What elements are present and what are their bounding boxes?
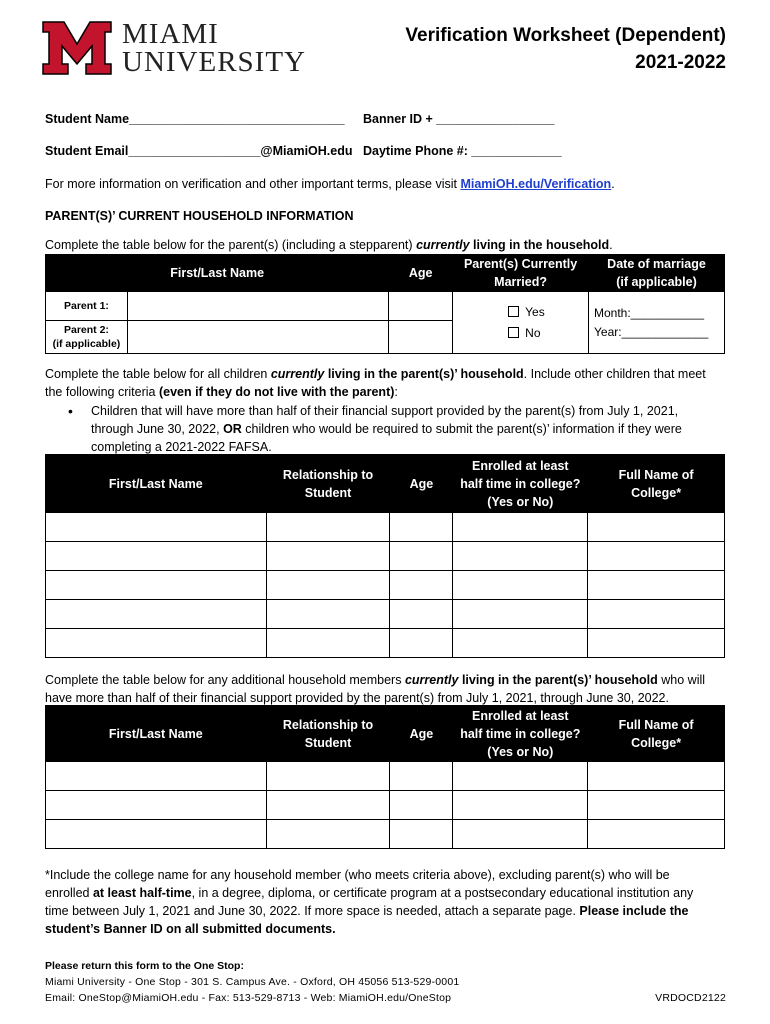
members-col-relationship (266, 706, 390, 762)
col-marriage-date (589, 255, 725, 292)
s3-bold: living in the parent(s)’ household (461, 673, 658, 687)
info-text: For more information on verification and other important terms, please visit (45, 177, 457, 191)
s3-text-a: Complete the table below for any additional household members (45, 673, 402, 687)
rel-l1: Relationship to (282, 467, 374, 482)
info-period: . (611, 177, 615, 191)
bullet-2a: through June 30, 2022, (91, 422, 220, 436)
s3-text-d: who will (661, 673, 706, 687)
footer-address: Miami University - One Stop - 301 S. Campus Ave. - Oxford, OH 45056 513-529-0001 (45, 976, 460, 988)
student-email-field[interactable]: Student Email___________________@MiamiOH.edu (45, 144, 353, 158)
wordmark-line2: UNIVERSITY (122, 46, 306, 78)
members-col-enrolled (453, 706, 588, 762)
children-col-name: First/Last Name (46, 455, 267, 513)
no-checkbox[interactable] (508, 327, 519, 338)
col-married-l1: Parent(s) Currently (463, 257, 578, 271)
parent2-label-text: Parent 2: (63, 324, 109, 336)
s3-emphasis: currently (404, 673, 459, 687)
parent2-age-cell[interactable] (389, 321, 453, 354)
intro-bold: living in the household (473, 238, 610, 252)
footer-contact: Email: OneStop@MiamiOH.edu - Fax: 513-529-8713 - Web: MiamiOH.edu/OneStop (45, 992, 452, 1004)
children-col-college (588, 455, 725, 513)
members-col-age: Age (390, 706, 453, 762)
table-row[interactable] (46, 820, 725, 849)
bullet-text (91, 402, 731, 456)
parent2-label (46, 321, 128, 354)
section1-intro (45, 236, 613, 254)
section-heading: PARENT(S)’ CURRENT HOUSEHOLD INFORMATION (45, 209, 354, 223)
miami-m-logo-icon (42, 20, 112, 76)
children-table (45, 454, 725, 658)
parent1-age-cell[interactable] (389, 292, 453, 321)
note-line2 (45, 884, 735, 902)
note-c2: Please include the (579, 904, 689, 918)
banner-id-field[interactable]: Banner ID + _________________ (363, 112, 555, 126)
col-name: First/Last Name (46, 255, 389, 292)
parents-table (45, 254, 725, 354)
table-row[interactable] (46, 542, 725, 571)
table-row[interactable] (46, 791, 725, 820)
col-marriage-l2: (if applicable) (616, 275, 697, 289)
children-col-age: Age (390, 455, 453, 513)
col-married (453, 255, 589, 292)
yes-label: Yes (525, 304, 545, 319)
student-name-field[interactable]: Student Name_______________________________ (45, 112, 345, 126)
s2-bold-f: (even if they do not live with the parent) (158, 385, 395, 399)
m-enr-l2: half time in college? (460, 726, 581, 741)
no-option[interactable] (508, 323, 588, 344)
m-col-l1: Full Name of (618, 717, 694, 732)
m-enr-l3: (Yes or No) (487, 744, 554, 759)
wordmark-line1: MIAMI (122, 18, 219, 50)
note-b1: enrolled (45, 886, 90, 900)
university-wordmark (122, 20, 306, 76)
bullet-line3: completing a 2021-2022 FAFSA. (91, 440, 272, 454)
parent1-name-cell[interactable] (127, 292, 388, 321)
note-c1: time between July 1, 2021 and June 30, 2022. If more space is needed, attach a separate page. (45, 904, 576, 918)
footer-return: Please return this form to the One Stop: (45, 960, 244, 972)
yes-option[interactable] (508, 302, 588, 323)
month-field[interactable]: Month:___________ (594, 305, 705, 320)
children-col-relationship (266, 455, 390, 513)
marriage-date-cell[interactable] (589, 292, 725, 354)
college-note (45, 866, 735, 938)
married-options (453, 292, 589, 354)
note-line4: student’s Banner ID on all submitted documents. (45, 922, 336, 936)
bullet-line2 (91, 420, 731, 438)
intro-end: . (609, 238, 613, 252)
col-married-l2: Married? (494, 275, 547, 289)
note-b3: , in a degree, diploma, or certificate program at a postsecondary educational institution any (191, 886, 694, 900)
table-row[interactable] (46, 762, 725, 791)
members-col-college (588, 706, 725, 762)
s3-text-e: have more than half of their financial support provided by the parent(s) from July 1, 2021, through June 30, 2022. (45, 691, 669, 705)
title-line1: Verification Worksheet (Dependent) (405, 25, 726, 46)
form-code: VRDOCD2122 (655, 992, 726, 1004)
col-l2: College* (631, 485, 682, 500)
s2-bold: living in the parent(s)’ household (327, 367, 524, 381)
parent2-note: (if applicable) (52, 338, 121, 350)
col-l1: Full Name of (618, 467, 694, 482)
bullet-or: OR (223, 422, 242, 436)
s2-text-g: : (394, 385, 398, 399)
bullet-2c: children who would be required to submit the parent(s)’ information if they were (245, 422, 682, 436)
s2-text-a: Complete the table below for all children (45, 367, 268, 381)
col-marriage-l1: Date of marriage (607, 257, 706, 271)
s2-text-e: the following criteria (45, 385, 156, 399)
title-year: 2021-2022 (635, 52, 726, 73)
m-enr-l1: Enrolled at least (472, 708, 569, 723)
col-age: Age (389, 255, 453, 292)
s2-text-d: . Include other children that meet (523, 367, 706, 381)
table-row[interactable] (46, 513, 725, 542)
children-col-enrolled (453, 455, 588, 513)
no-label: No (525, 325, 541, 340)
verification-info (45, 175, 615, 193)
year-field[interactable]: Year:_____________ (594, 324, 709, 339)
section2-intro (45, 365, 735, 401)
enr-l2: half time in college? (460, 476, 581, 491)
note-line3 (45, 902, 735, 920)
note-line1: *Include the college name for any household member (who meets criteria above), excluding parent(s) who will be (45, 868, 670, 882)
rel-l2: Student (304, 485, 352, 500)
m-rel-l1: Relationship to (282, 717, 374, 732)
table-row[interactable] (46, 600, 725, 629)
table-row[interactable] (46, 629, 725, 658)
daytime-phone-field[interactable]: Daytime Phone #: _____________ (363, 144, 562, 158)
s2-emphasis: currently (270, 367, 325, 381)
table-row[interactable] (46, 571, 725, 600)
household-members-table (45, 705, 725, 849)
section3-intro (45, 671, 735, 707)
bullet-icon: • (68, 403, 73, 419)
bullet-line1: Children that will have more than half of their financial support provided by the parent(s) from July 1, 2021, (91, 404, 679, 418)
parent2-name-cell[interactable] (127, 321, 388, 354)
members-col-name: First/Last Name (46, 706, 267, 762)
parent1-label: Parent 1: (46, 292, 128, 321)
m-rel-l2: Student (304, 735, 352, 750)
verification-link[interactable]: MiamiOH.edu/Verification (460, 177, 612, 191)
yes-checkbox[interactable] (508, 306, 519, 317)
enr-l3: (Yes or No) (487, 494, 554, 509)
enr-l1: Enrolled at least (472, 458, 569, 473)
note-b2: at least half-time (92, 886, 192, 900)
intro-emphasis: currently (416, 238, 470, 252)
m-col-l2: College* (631, 735, 682, 750)
intro-text: Complete the table below for the parent(s) (including a stepparent) (45, 238, 413, 252)
document-title (405, 22, 726, 76)
